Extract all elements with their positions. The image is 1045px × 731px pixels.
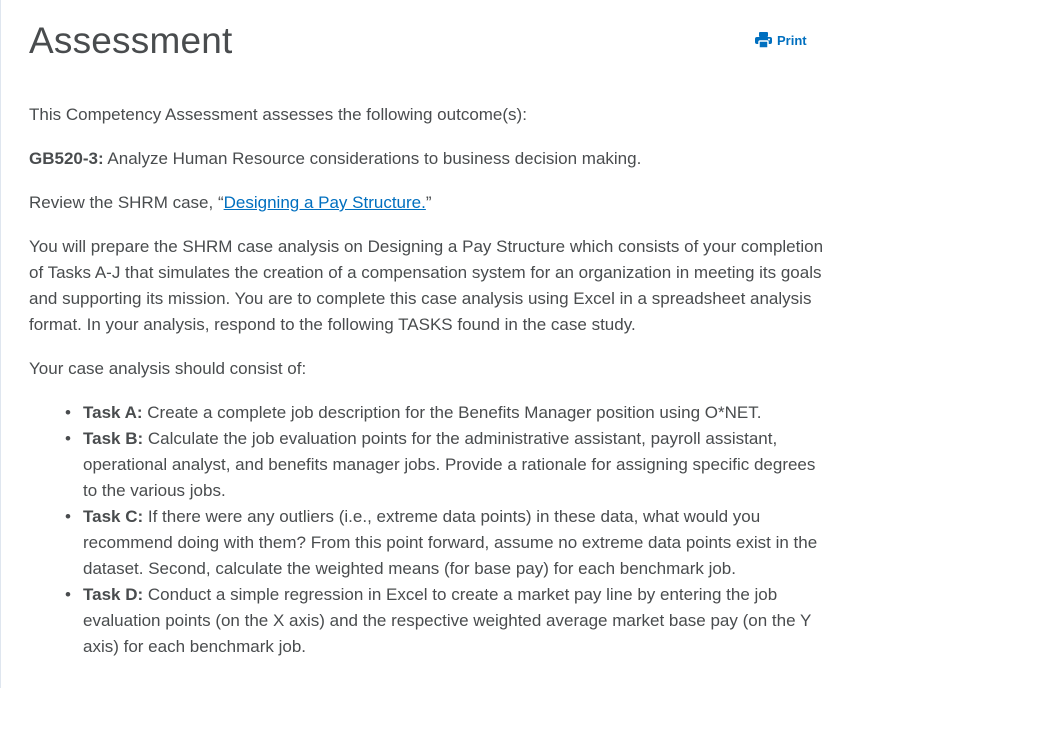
- outcome-code: GB520-3:: [29, 149, 104, 168]
- page-title: Assessment: [29, 20, 233, 61]
- intro-text: This Competency Assessment assesses the following outcome(s):: [29, 105, 527, 124]
- description-text: You will prepare the SHRM case analysis on Designing a Pay Structure which consists of your completion of Tasks A-J that simulates the creation of a compensation system for an organization in meeting its goals and supporting its mission. You are to complete this case analysis using Excel in a spreadsheet analysis format. In your analysis, respond to the following TASKS found in the case study.: [29, 237, 824, 334]
- task-text: Conduct a simple regression in Excel to create a market pay line by entering the job evaluation points (on the X axis) and the respective weighted average market base pay (on the Y axis) for each benchmark job.: [83, 585, 811, 656]
- consist-label: Your case analysis should consist of:: [29, 359, 307, 378]
- review-text: [29, 190, 829, 216]
- outcome-description: Analyze Human Resource considerations to business decision making.: [103, 149, 642, 168]
- task-label: Task D:: [83, 585, 144, 604]
- task-item-d: [83, 582, 829, 660]
- printer-icon: [755, 31, 772, 49]
- case-link[interactable]: Designing a Pay Structure.: [223, 193, 426, 212]
- print-label: Print: [777, 32, 807, 48]
- assessment-content: [29, 102, 829, 660]
- task-label: Task A:: [83, 403, 143, 422]
- outcome-text: [29, 146, 829, 172]
- task-label: Task B:: [83, 429, 144, 448]
- task-text: Calculate the job evaluation points for the administrative assistant, payroll assistant, operational analyst, and benefits manager jobs. Provide a rationale for assigning specific degrees to the various jobs.: [83, 429, 816, 500]
- print-button[interactable]: [755, 31, 807, 49]
- task-text: Create a complete job description for the Benefits Manager position using O*NET.: [142, 403, 762, 422]
- task-item-c: [83, 504, 829, 582]
- content-left-border: [0, 0, 1, 688]
- review-prefix: Review the SHRM case, “: [29, 193, 224, 212]
- task-text: If there were any outliers (i.e., extreme data points) in these data, what would you recommend doing with them? From this point forward, assume no extreme data points exist in the dataset. Second, calculate the weighted means (for base pay) for each benchmark job.: [83, 507, 818, 578]
- page-header: [29, 18, 819, 66]
- task-list: [29, 400, 829, 660]
- task-label: Task C:: [83, 507, 144, 526]
- task-item-b: [83, 426, 829, 504]
- review-suffix: ”: [425, 193, 432, 212]
- task-item-a: [83, 400, 829, 426]
